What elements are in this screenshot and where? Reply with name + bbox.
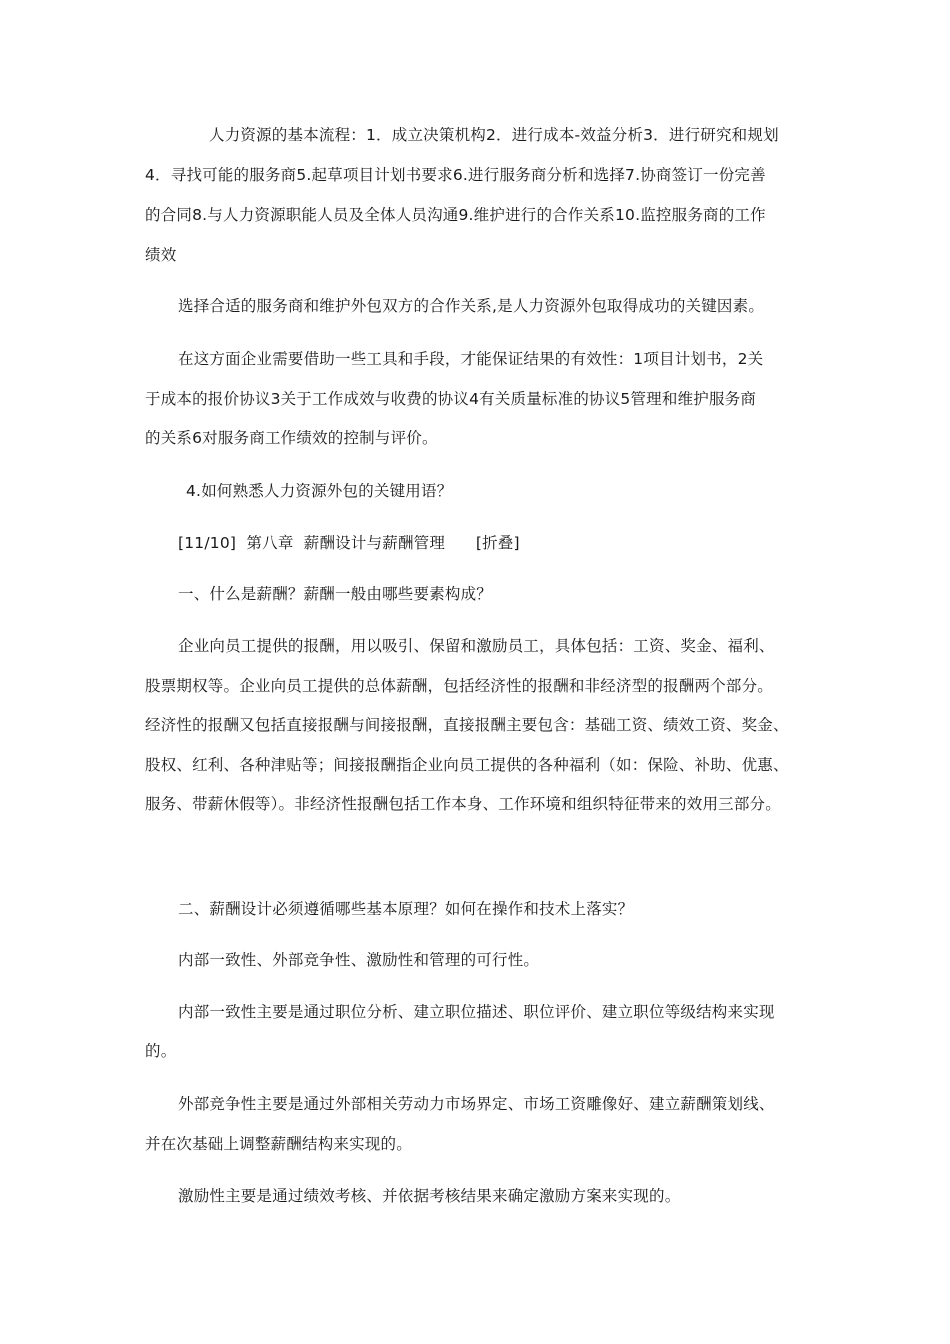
text-line: 一、什么是薪酬？薪酬一般由哪些要素构成？ bbox=[178, 585, 493, 603]
text-line: 并在次基础上调整薪酬结构来实现的。 bbox=[145, 1135, 412, 1153]
text-line: 股权、红利、各种津贴等；间接报酬指企业向员工提供的各种福利（如：保险、补助、优惠、 bbox=[145, 756, 789, 774]
text-line: 的关系6对服务商工作绩效的控制与评价。 bbox=[145, 429, 438, 447]
text-line: 内部一致性、外部竞争性、激励性和管理的可行性。 bbox=[178, 951, 540, 969]
text-line: 4.如何熟悉人力资源外包的关键用语？ bbox=[186, 482, 453, 500]
text-line: 外部竞争性主要是通过外部相关劳动力市场界定、市场工资雕像好、建立薪酬策划线、 bbox=[178, 1095, 775, 1113]
text-line: 绩效 bbox=[145, 246, 177, 264]
text-line: 人力资源的基本流程：1．成立决策机构2．进行成本-效益分析3．进行研究和规划 bbox=[209, 126, 779, 144]
text-line: 股票期权等。企业向员工提供的总体薪酬，包括经济性的报酬和非经济型的报酬两个部分。 bbox=[145, 677, 774, 695]
text-line: 在这方面企业需要借助一些工具和手段，才能保证结果的有效性：1项目计划书，2关 bbox=[178, 350, 764, 368]
text-line: 选择合适的服务商和维护外包双方的合作关系,是人力资源外包取得成功的关键因素。 bbox=[178, 297, 765, 315]
text-line: 4．寻找可能的服务商5.起草项目计划书要求6.进行服务商分析和选择7.协商签订一份完善 bbox=[145, 166, 766, 184]
text-line: 的。 bbox=[145, 1042, 177, 1060]
text-line: 服务、带薪休假等）。非经济性报酬包括工作本身、工作环境和组织特征带来的效用三部分。 bbox=[145, 795, 781, 813]
text-line: 激励性主要是通过绩效考核、并依据考核结果来确定激励方案来实现的。 bbox=[178, 1187, 681, 1205]
text-line: 内部一致性主要是通过职位分析、建立职位描述、职位评价、建立职位等级结构来实现 bbox=[178, 1003, 775, 1021]
text-line: 的合同8.与人力资源职能人员及全体人员沟通9.维护进行的合作关系10.监控服务商的工作 bbox=[145, 206, 766, 224]
text-line: 企业向员工提供的报酬，用以吸引、保留和激励员工，具体包括：工资、奖金、福利、 bbox=[178, 637, 775, 655]
text-line: 于成本的报价协议3关于工作成效与收费的协议4有关质量标准的协议5管理和维护服务商 bbox=[145, 390, 757, 408]
text-line: 经济性的报酬又包括直接报酬与间接报酬，直接报酬主要包含：基础工资、绩效工资、奖金、 bbox=[145, 716, 789, 734]
text-line: [11/10] 第八章 薪酬设计与薪酬管理 [折叠] bbox=[178, 534, 520, 552]
text-line: 二、薪酬设计必须遵循哪些基本原理？如何在操作和技术上落实？ bbox=[178, 900, 634, 918]
